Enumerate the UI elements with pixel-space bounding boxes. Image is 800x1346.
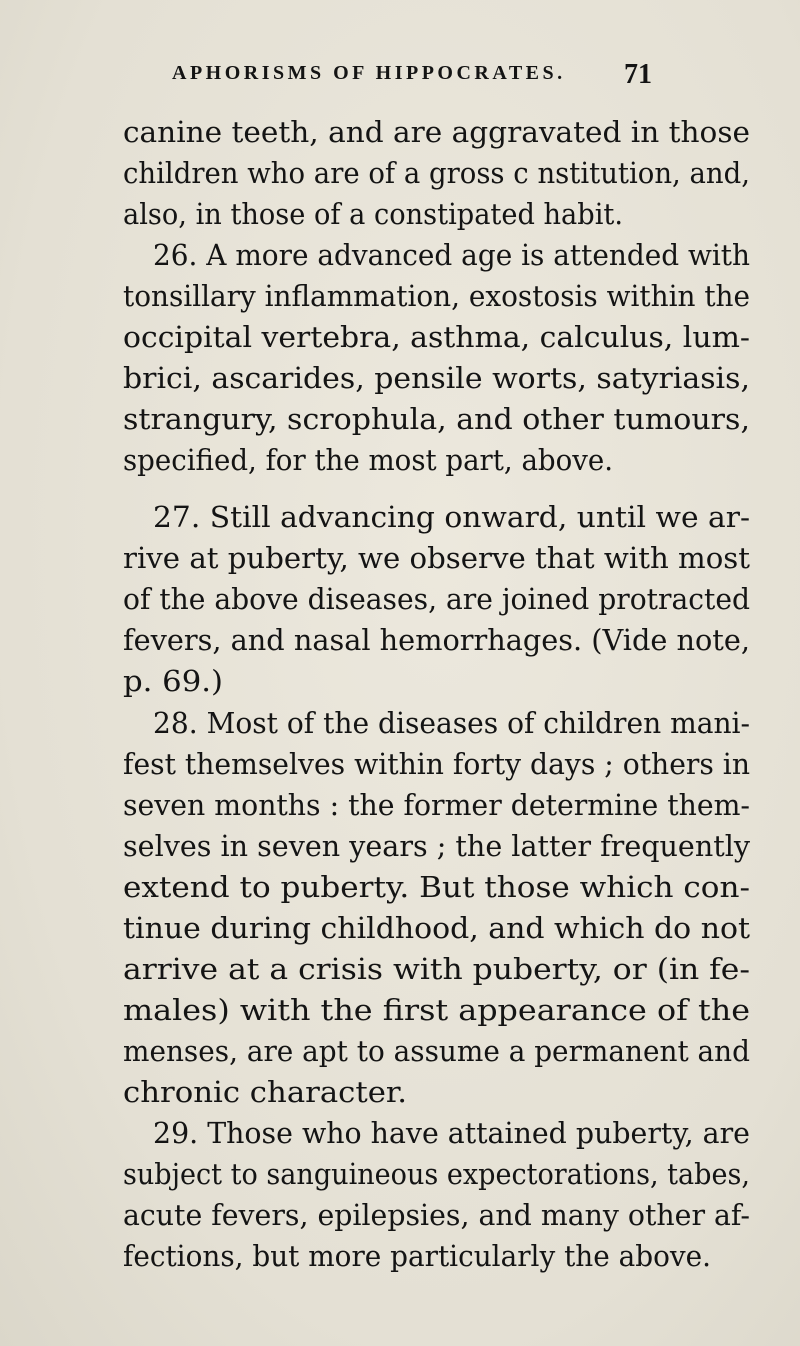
text-line: extend to puberty. But those which con-	[123, 870, 750, 904]
text-line: 28. Most of the diseases of children mani-	[153, 706, 750, 740]
text-line: fest themselves within forty days ; others in	[123, 747, 750, 781]
text-line: 29. Those who have attained puberty, are	[153, 1116, 750, 1150]
text-line: brici, ascarides, pensile worts, satyriasis,	[123, 361, 751, 395]
text-line: tonsillary inflammation, exostosis within the	[123, 279, 750, 313]
text-line: seven months : the former determine them-	[123, 788, 750, 822]
text-line: p. 69.)	[123, 664, 223, 698]
running-head	[160, 59, 660, 92]
page-number: 71	[624, 59, 652, 90]
text-line: tinue during childhood, and which do not	[123, 911, 750, 945]
text-line: rive at puberty, we observe that with most	[123, 541, 750, 575]
text-line: 27. Still advancing onward, until we ar-	[153, 500, 751, 534]
text-line: canine teeth, and are aggravated in those	[123, 115, 751, 149]
text-line: children who are of a gross c nstitution, and,	[123, 156, 750, 190]
text-line: 26. A more advanced age is attended with	[153, 238, 750, 272]
text-line: selves in seven years ; the latter frequently	[123, 829, 750, 863]
running-title: APHORISMS OF HIPPOCRATES.	[172, 62, 566, 84]
text-line: fevers, and nasal hemorrhages. (Vide note,	[123, 623, 750, 657]
text-line: fections, but more particularly the above.	[123, 1239, 711, 1273]
text-line: acute fevers, epilepsies, and many other af-	[123, 1198, 750, 1232]
text-line: subject to sanguineous expectorations, tabes,	[123, 1157, 750, 1191]
text-line: arrive at a crisis with puberty, or (in fe-	[123, 952, 750, 986]
text-line: specified, for the most part, above.	[123, 443, 613, 477]
text-line: menses, are apt to assume a permanent and	[123, 1034, 750, 1068]
text-line: strangury, scrophula, and other tumours,	[123, 402, 750, 436]
text-line: also, in those of a constipated habit.	[123, 197, 623, 231]
text-line: chronic character.	[123, 1075, 407, 1109]
text-line: of the above diseases, are joined protracted	[123, 582, 750, 616]
text-line: males) with the first appearance of the	[123, 993, 750, 1027]
text-line: occipital vertebra, asthma, calculus, lum-	[123, 320, 750, 354]
